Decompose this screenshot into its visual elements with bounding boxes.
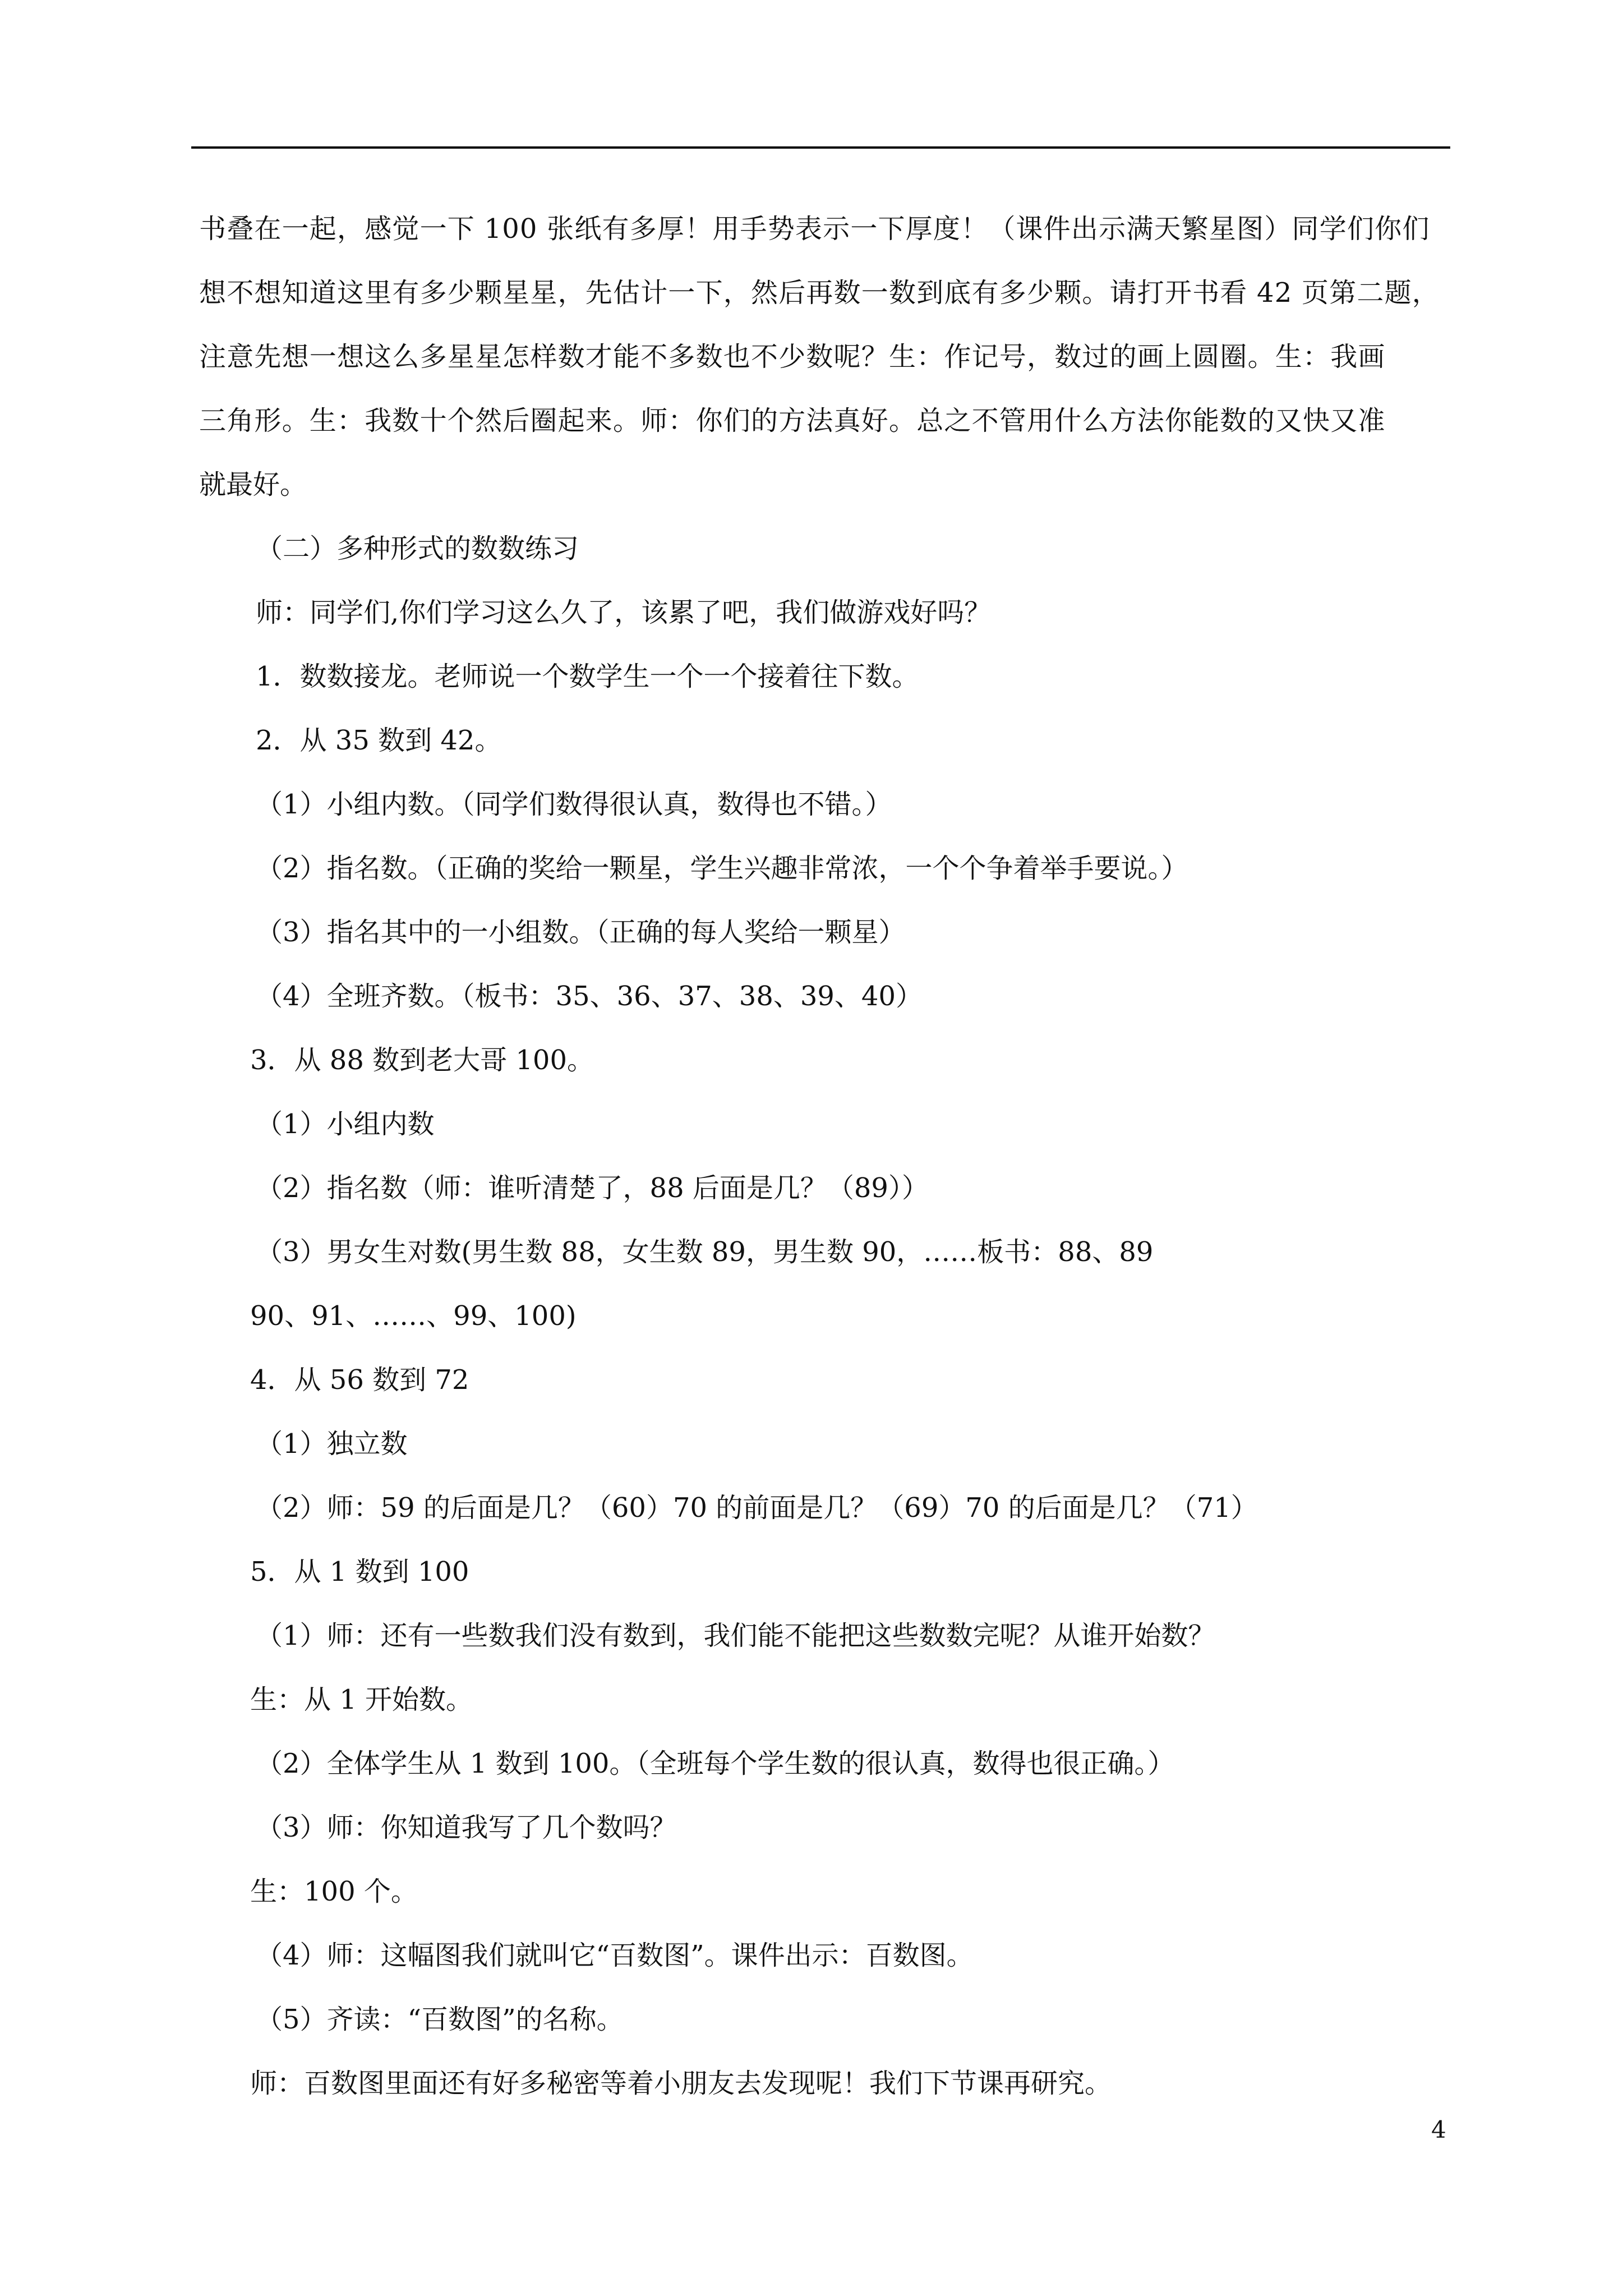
list-item: （1）小组内数 bbox=[256, 1108, 435, 1140]
list-item: （1）师：还有一些数我们没有数到，我们能不能把这些数数完呢？从谁开始数？ bbox=[256, 1620, 1215, 1651]
list-item: （5）齐读：“百数图”的名称。 bbox=[256, 2004, 624, 2035]
text-line: 生：从 1 开始数。 bbox=[250, 1684, 473, 1715]
list-item: （3）男女生对数(男生数 88，女生数 89，男生数 90，……板书：88、89 bbox=[256, 1236, 1154, 1268]
list-item: 2．从 35 数到 42。 bbox=[256, 725, 502, 756]
list-item: 5．从 1 数到 100 bbox=[250, 1556, 469, 1588]
header-rule bbox=[191, 146, 1450, 149]
list-item: （2）师：59 的后面是几？（60）70 的前面是几？（69）70 的后面是几？（71） bbox=[256, 1492, 1258, 1524]
list-item: （3）指名其中的一小组数。（正确的每人奖给一颗星） bbox=[256, 917, 906, 948]
list-item: （3）师：你知道我写了几个数吗？ bbox=[256, 1812, 677, 1843]
list-item: 1．数数接龙。老师说一个数学生一个一个接着往下数。 bbox=[256, 661, 919, 692]
list-item: （1）独立数 bbox=[256, 1428, 408, 1460]
text-line: 师：百数图里面还有好多秘密等着小朋友去发现呢！我们下节课再研究。 bbox=[250, 2068, 1112, 2099]
text-line: 三角形。生：我数十个然后圈起来。师：你们的方法真好。总之不管用什么方法你能数的又快又准 bbox=[199, 405, 1386, 436]
list-item: （2）指名数（师：谁听清楚了，88 后面是几？（89）） bbox=[256, 1172, 929, 1204]
list-item: 3．从 88 数到老大哥 100。 bbox=[250, 1045, 594, 1076]
list-item: 4．从 56 数到 72 bbox=[250, 1364, 469, 1396]
page-number: 4 bbox=[1431, 2116, 1446, 2143]
list-item: （2）全体学生从 1 数到 100。（全班每个学生数的很认真，数得也很正确。） bbox=[256, 1748, 1175, 1779]
list-item: （1）小组内数。（同学们数得很认真，数得也不错。） bbox=[256, 789, 892, 820]
text-line: 书叠在一起，感觉一下 100 张纸有多厚！用手势表示一下厚度！（课件出示满天繁星图）同学们你们 bbox=[199, 213, 1430, 245]
text-line: 师：同学们,你们学习这么久了，该累了吧，我们做游戏好吗？ bbox=[256, 597, 992, 628]
list-item: （2）指名数。（正确的奖给一颗星，学生兴趣非常浓，一个个争着举手要说。） bbox=[256, 853, 1188, 884]
list-item: （4）师：这幅图我们就叫它“百数图”。课件出示：百数图。 bbox=[256, 1940, 974, 1971]
text-line: 注意先想一想这么多星星怎样数才能不多数也不少数呢？生：作记号，数过的画上圆圈。生：我画 bbox=[199, 341, 1386, 372]
text-line: 就最好。 bbox=[199, 469, 307, 500]
text-line: 想不想知道这里有多少颗星星，先估计一下，然后再数一数到底有多少颗。请打开书看 42 页第二题， bbox=[199, 277, 1440, 309]
text-line: 生：100 个。 bbox=[250, 1876, 418, 1907]
section-heading: （二）多种形式的数数练习 bbox=[256, 533, 579, 564]
text-line: 90、91、……、99、100) bbox=[250, 1300, 577, 1332]
list-item: （4）全班齐数。（板书：35、36、37、38、39、40） bbox=[256, 981, 923, 1012]
